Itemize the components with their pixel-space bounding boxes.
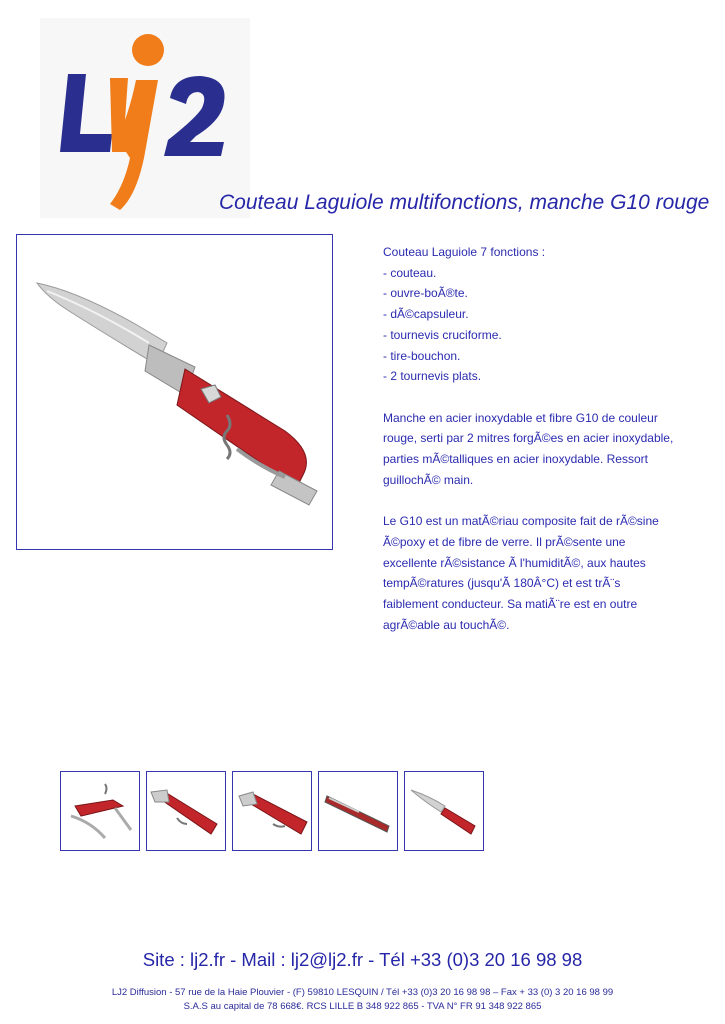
thumbnail-closed-front[interactable] <box>146 771 226 851</box>
knife-thumbnail-image <box>405 772 483 850</box>
knife-thumbnail-image <box>319 772 397 850</box>
function-item: - ouvre-boÃ®te. <box>383 286 468 301</box>
material-text-line: Le G10 est un matÃ©riau composite fait de rÃ©sine <box>383 514 659 529</box>
thumbnail-top-view[interactable] <box>318 771 398 851</box>
function-item: - 2 tournevis plats. <box>383 369 482 384</box>
function-item: - dÃ©capsuleur. <box>383 307 469 322</box>
logo-suffix: .fr <box>188 141 202 157</box>
knife-thumbnail-image <box>61 772 139 850</box>
contact-line: Site : lj2.fr - Mail : lj2@lj2.fr - Tél +33 (0)3 20 16 98 98 <box>142 949 583 970</box>
knife-illustration <box>17 235 332 549</box>
handle-text-line: rouge, serti par 2 mitres forgÃ©es en acier inoxydable, <box>383 431 674 446</box>
material-text-line: tempÃ©ratures (jusqu'Ã 180Â°C) et est trÃ¨s <box>383 576 621 591</box>
page-title: Couteau Laguiole multifonctions, manche G10 rouge <box>219 191 710 214</box>
footer-legal: S.A.S au capital de 78 668€. RCS LILLE B 348 922 865 - TVA N° FR 91 348 922 865 <box>183 1001 542 1012</box>
handle-text-line: parties mÃ©talliques en acier inoxydable. Ressort <box>383 452 648 467</box>
brand-logo[interactable] <box>40 18 250 218</box>
thumbnail-blade-open[interactable] <box>404 771 484 851</box>
description-intro: Couteau Laguiole 7 fonctions : <box>383 245 546 259</box>
main-product-photo[interactable] <box>16 234 333 550</box>
product-description <box>383 242 713 635</box>
material-text-line: Ã©poxy et de fibre de verre. Il prÃ©sente une <box>383 534 626 549</box>
knife-thumbnail-image <box>147 772 225 850</box>
footer-address: LJ2 Diffusion - 57 rue de la Haie Plouvier - (F) 59810 LESQUIN / Tél +33 (0)3 20 16 98 98 – Fax + 33 (0) 3 20 16 98 99 <box>111 987 614 998</box>
function-item: - couteau. <box>383 265 437 280</box>
thumbnail-closed-side[interactable] <box>232 771 312 851</box>
function-item: - tire-bouchon. <box>383 348 461 363</box>
material-text-line: excellente rÃ©sistance Ã l'humiditÃ©, aux hautes <box>383 555 646 570</box>
lj2-logo-graphic <box>40 18 250 218</box>
function-item: - tournevis cruciforme. <box>383 327 502 342</box>
handle-text-line: Manche en acier inoxydable et fibre G10 de couleur <box>383 410 658 425</box>
handle-text-line: guillochÃ© main. <box>383 472 474 487</box>
material-text-line: faiblement conducteur. Sa matiÃ¨re est en outre <box>383 596 638 611</box>
knife-thumbnail-image <box>233 772 311 850</box>
thumbnail-open-tools[interactable] <box>60 771 140 851</box>
material-text-line: agrÃ©able au touchÃ©. <box>383 617 510 632</box>
